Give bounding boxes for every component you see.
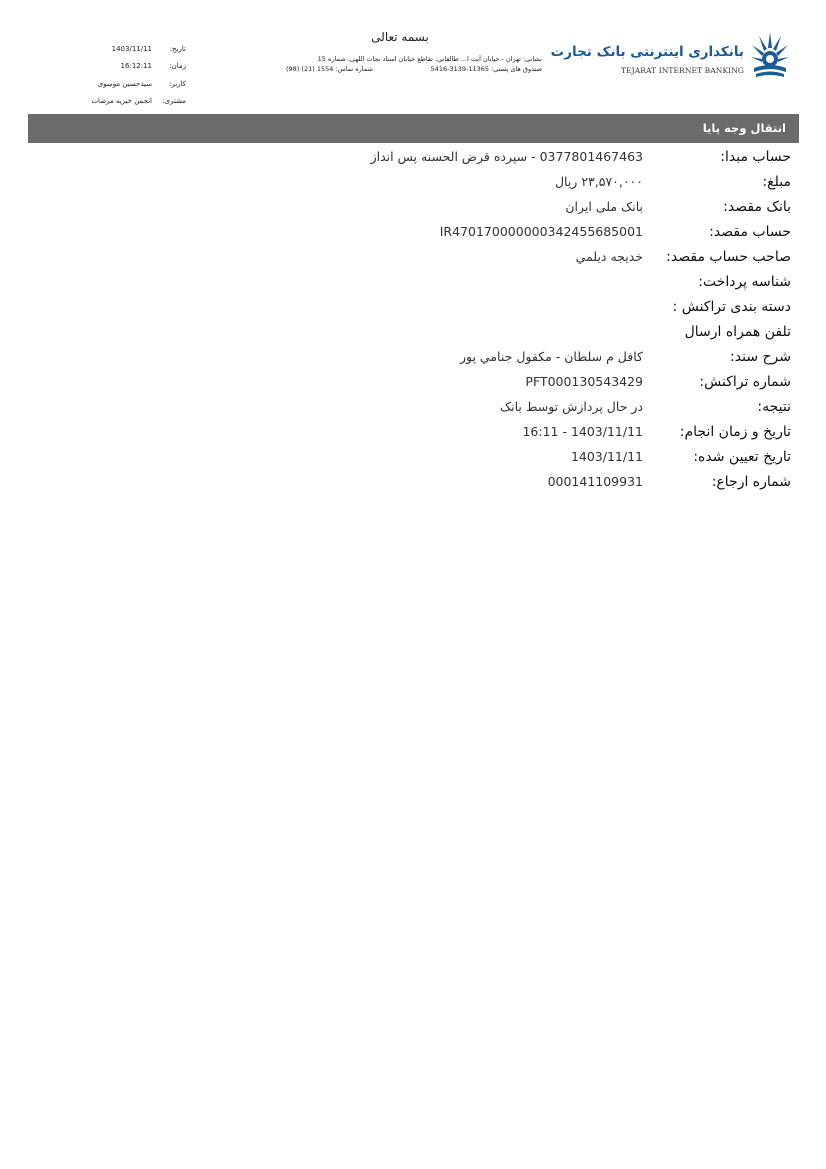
detail-row-reference-number (28, 469, 791, 494)
detail-label: شناسه پرداخت: (698, 273, 791, 290)
detail-label: شماره ارجاع: (711, 473, 791, 490)
meta-row-date (60, 40, 186, 58)
meta-value: 16:12:11 (120, 62, 152, 71)
meta-label: تاریخ: (169, 44, 186, 53)
receipt-meta (60, 40, 186, 110)
detail-row-payment-id (28, 269, 791, 294)
detail-row-executed-at (28, 419, 791, 444)
detail-value: IR470170000000342455685001 (439, 224, 643, 239)
detail-label: تاریخ و زمان انجام: (679, 423, 791, 440)
detail-label: تلفن همراه ارسال (684, 323, 791, 340)
bank-address-block (286, 54, 542, 74)
detail-label: مبلغ: (762, 173, 791, 190)
bank-logo (550, 28, 796, 84)
detail-label: صاحب حساب مقصد: (666, 248, 791, 265)
detail-label: دسته بندی تراکنش : (672, 298, 791, 315)
detail-value: 000141109931 (547, 474, 643, 489)
detail-row-source-account (28, 144, 791, 169)
transfer-details (28, 144, 791, 494)
logo-subtitle: TEJARAT INTERNET BANKING (620, 66, 744, 75)
phone-number: شماره تماس: 1554 (21) (98) (286, 65, 373, 73)
meta-row-customer (60, 93, 186, 111)
section-title-bar (28, 114, 799, 143)
detail-value: PFT000130543429 (525, 374, 643, 389)
bismillah-heading: بسمه تعالی (371, 30, 429, 44)
logo-title: بانکداری اینترنتی بانک تجارت (550, 44, 744, 60)
detail-row-scheduled-date (28, 444, 791, 469)
detail-value: 1403/11/11 - 16:11 (522, 424, 643, 439)
detail-value: 0377801467463 - سپرده قرض الحسنه پس انداز (370, 149, 643, 164)
detail-row-transaction-number (28, 369, 791, 394)
detail-label: تاریخ تعیین شده: (693, 448, 791, 465)
detail-row-mobile (28, 319, 791, 344)
meta-value: انجمن خیریه مرضات (91, 97, 152, 106)
detail-label: بانک مقصد: (723, 198, 791, 215)
detail-label: نتیجه: (757, 398, 791, 415)
address-line: نشانی: تهران - خیابان آیت ا... طالقانی، تقاطع خیابان استاد نجات اللهی، شماره 15 (317, 55, 542, 63)
meta-value: 1403/11/11 (111, 44, 152, 53)
detail-label: حساب مقصد: (709, 223, 791, 240)
detail-value: خدیجه دیلمي (575, 249, 643, 264)
detail-value: ۲۳,۵۷۰,۰۰۰ ریال (554, 174, 643, 189)
meta-label: زمان: (169, 62, 186, 71)
detail-row-destination-bank (28, 194, 791, 219)
detail-label: حساب مبدا: (720, 148, 791, 165)
detail-value: کافل م سلطان - مکفول جنامي پور (459, 349, 643, 364)
detail-row-result (28, 394, 791, 419)
meta-value: سیدحسین موسوی (97, 79, 152, 88)
detail-row-amount (28, 169, 791, 194)
postal-box: صندوق های پستی: 11365-3139-5416 (430, 65, 542, 73)
meta-row-user (60, 75, 186, 93)
detail-value: در حال پردازش توسط بانک (499, 399, 643, 414)
detail-row-destination-account (28, 219, 791, 244)
detail-value: بانک ملی ایران (565, 199, 643, 214)
detail-row-account-owner (28, 244, 791, 269)
meta-row-time (60, 58, 186, 76)
detail-value: 1403/11/11 (570, 449, 643, 464)
detail-row-description (28, 344, 791, 369)
detail-row-transaction-category (28, 294, 791, 319)
meta-label: کاربر: (168, 79, 186, 88)
detail-label: شماره تراکنش: (699, 373, 791, 390)
page-title: انتقال وجه پایا (702, 121, 786, 135)
meta-label: مشتری: (162, 97, 186, 106)
tejarat-emblem-icon (750, 30, 790, 80)
detail-label: شرح سند: (730, 348, 791, 365)
